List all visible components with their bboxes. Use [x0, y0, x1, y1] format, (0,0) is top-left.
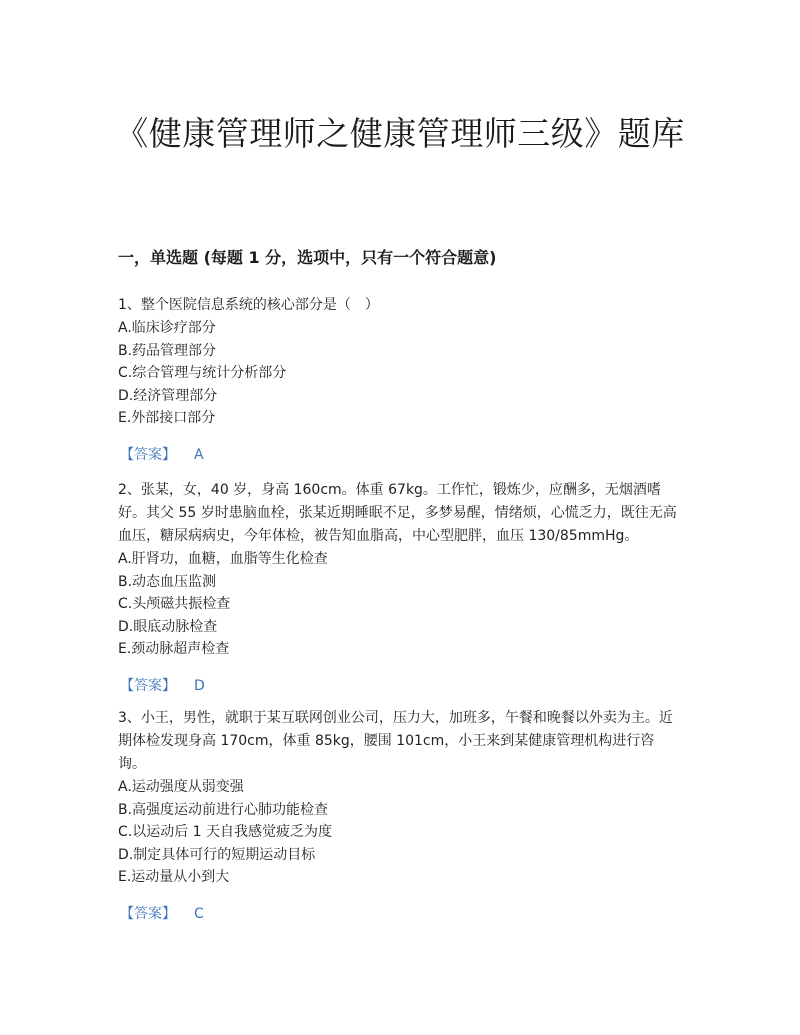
answer-row [118, 444, 678, 466]
answer-row [118, 675, 678, 697]
option-a: A.肝肾功，血糖，血脂等生化检查 [118, 551, 328, 567]
section-title: 一，单选题 (每题 1 分，选项中，只有一个符合题意) [118, 248, 497, 267]
option-e: E.运动量从小到大 [118, 869, 230, 886]
question-stem: 2、张某，女，40 岁，身高 160cm。体重 67kg。工作忙，锻炼少，应酬多，无烟酒嗜好。其父 55 岁时患脑血栓，张某近期睡眠不足，多梦易醒，情绪烦，心慌乏力，既往无高血压，糖尿病病史，今年体检，被告知血脂高，中心型肥胖，血压 130/85mmHg。 [118, 482, 677, 544]
option-c: C.头颅磁共振检查 [118, 596, 231, 613]
question-3 [118, 707, 678, 925]
option-a: A.临床诊疗部分 [118, 320, 216, 336]
question-2 [118, 479, 678, 697]
option-c: C.以运动后 1 天自我感觉疲乏为度 [118, 824, 333, 841]
option-b: B.动态血压监测 [118, 573, 217, 590]
answer-value: A [194, 446, 204, 463]
answer-value: C [194, 905, 204, 922]
option-d: D.制定具体可行的短期运动目标 [118, 846, 316, 863]
option-d: D.经济管理部分 [118, 387, 218, 404]
question-stem: 1、整个医院信息系统的核心部分是（ ） [118, 297, 379, 313]
option-c: C.综合管理与统计分析部分 [118, 365, 287, 382]
option-d: D.眼底动脉检查 [118, 618, 218, 635]
question-stem: 3、小王，男性，就职于某互联网创业公司，压力大，加班多，午餐和晚餐以外卖为主。近期体检发现身高 170cm，体重 85kg，腰围 101cm，小王来到某健康管理机构进行咨询。 [118, 710, 673, 772]
answer-label: 【答案】 [120, 446, 176, 463]
question-1 [118, 294, 678, 466]
option-b: B.药品管理部分 [118, 342, 217, 359]
option-a: A.运动强度从弱变强 [118, 779, 244, 795]
document-title: 《健康管理师之健康管理师三级》题库 [115, 114, 685, 153]
option-e: E.颈动脉超声检查 [118, 641, 230, 658]
answer-label: 【答案】 [120, 677, 176, 694]
answer-value: D [194, 677, 205, 694]
answer-label: 【答案】 [120, 905, 176, 922]
option-b: B.高强度运动前进行心肺功能检查 [118, 801, 329, 818]
answer-row [118, 903, 678, 925]
option-e: E.外部接口部分 [118, 410, 216, 427]
